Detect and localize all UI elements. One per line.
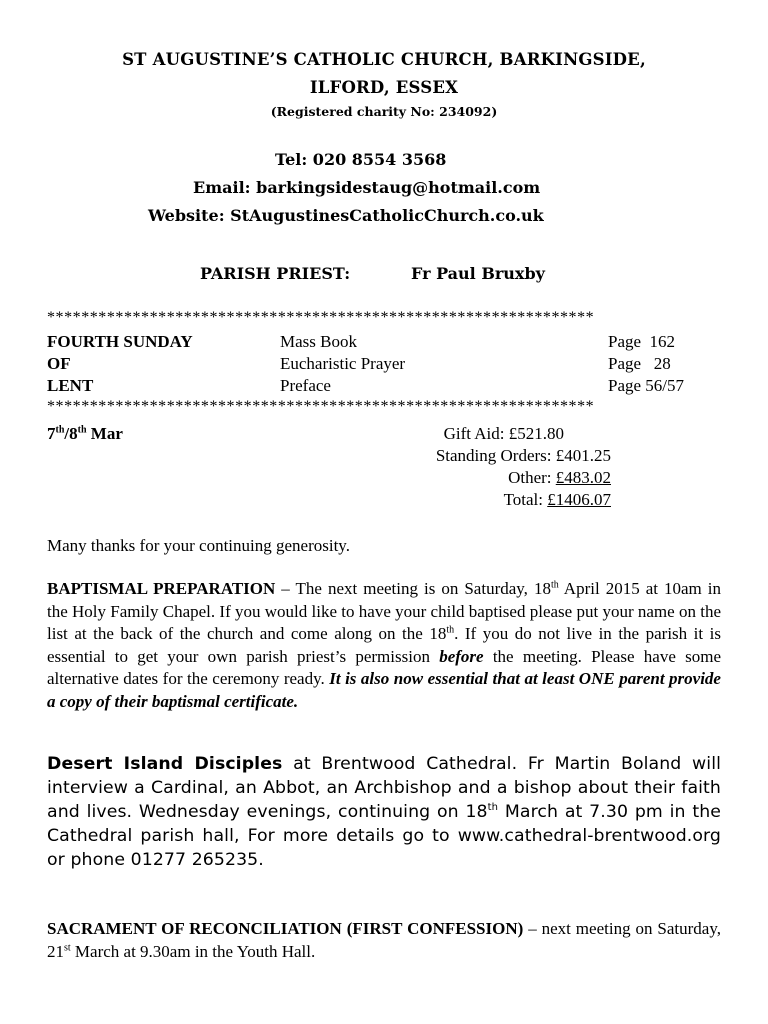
parish-priest-label: PARISH PRIEST: [200, 264, 351, 283]
reconciliation-notice [47, 918, 721, 963]
sunday-line: OF [47, 354, 71, 373]
total-amount [504, 490, 611, 510]
ordinal-suffix: st [64, 941, 71, 953]
notice-text: March at 7.30 pm in the Cathedral parish hall, For more details go to www.cathedral-brentwood.org or phone 01277 265235. [47, 802, 721, 870]
date-day: /8 [64, 424, 78, 443]
email-address: Email: barkingsidestaug@hotmail.com [193, 178, 541, 197]
church-name-line2: ILFORD, ESSEX [309, 78, 459, 97]
total-value: £1406.07 [547, 490, 611, 509]
mass-page: Page 162 [608, 332, 676, 351]
ordinal-suffix: th [487, 802, 499, 814]
ordinal-suffix: th [446, 624, 455, 636]
gift-aid-amount: Gift Aid: £521.80 [443, 424, 564, 443]
total-label: Total: [503, 490, 548, 509]
notice-text: at Brentwood Cathedral. Fr Martin Boland will interview a Cardinal, an Abbot, an Archbishop and a bishop about their faith and lives. Wednesday evenings, continuing on 18 [47, 754, 721, 822]
mass-item: Preface [280, 376, 331, 395]
notice-heading: BAPTISMAL PREPARATION [47, 579, 276, 598]
date-suffix: th [77, 424, 87, 436]
mass-item: Eucharistic Prayer [280, 354, 406, 373]
mass-item: Mass Book [280, 332, 357, 351]
notice-text: the meeting. Please have some alternative dates for the ceremony ready. [47, 646, 721, 688]
date-suffix: th [55, 424, 65, 436]
standing-orders-amount: Standing Orders: £401.25 [435, 446, 611, 465]
ordinal-suffix: th [550, 579, 559, 591]
notice-text: – next meeting on Saturday, 21 [47, 919, 721, 961]
notice-text: March at 9.30am in the Youth Hall. [70, 941, 316, 961]
star-divider-top: **************************************************************** [47, 309, 595, 326]
notice-emphasis: It is also now essential that at least ONE parent provide a copy of their baptismal certificate. [47, 669, 721, 711]
date-month: Mar [86, 424, 123, 443]
notice-text: April 2015 at 10am in the Holy Family Chapel. If you would like to have your child baptised please put your name on the list at the back of the church and come along on the 18 [47, 579, 721, 643]
other-value: £483.02 [555, 468, 611, 487]
sunday-line: FOURTH SUNDAY [47, 332, 193, 351]
notice-text: . If you do not live in the parish it is essential to get your own parish priest’s permission [47, 624, 721, 666]
star-divider-bottom: **************************************************************** [47, 398, 595, 415]
website-address: Website: StAugustinesCatholicChurch.co.uk [148, 206, 544, 225]
notice-text: – The next meeting is on Saturday, 18 [275, 579, 551, 598]
sunday-line: LENT [47, 376, 94, 395]
mass-page: Page 28 [608, 354, 671, 373]
mass-page: Page 56/57 [608, 376, 685, 395]
other-amount [508, 468, 611, 488]
collection-date [47, 424, 123, 444]
telephone: Tel: 020 8554 3568 [275, 150, 447, 169]
notice-heading: SACRAMENT OF RECONCILIATION (FIRST CONFESSION) [47, 919, 524, 938]
date-day: 7 [47, 424, 56, 443]
baptismal-preparation-notice [47, 578, 721, 713]
thanks-message: Many thanks for your continuing generosity. [47, 536, 350, 555]
emphasis-before: before [439, 646, 484, 666]
desert-island-disciples-notice [47, 752, 721, 872]
parish-priest-name: Fr Paul Bruxby [411, 264, 545, 283]
charity-number: (Registered charity No: 234092) [270, 104, 498, 119]
church-name-line1: ST AUGUSTINE’S CATHOLIC CHURCH, BARKINGSIDE, [122, 50, 646, 69]
other-label: Other: [508, 468, 556, 487]
notice-heading: Desert Island Disciples [47, 754, 283, 774]
